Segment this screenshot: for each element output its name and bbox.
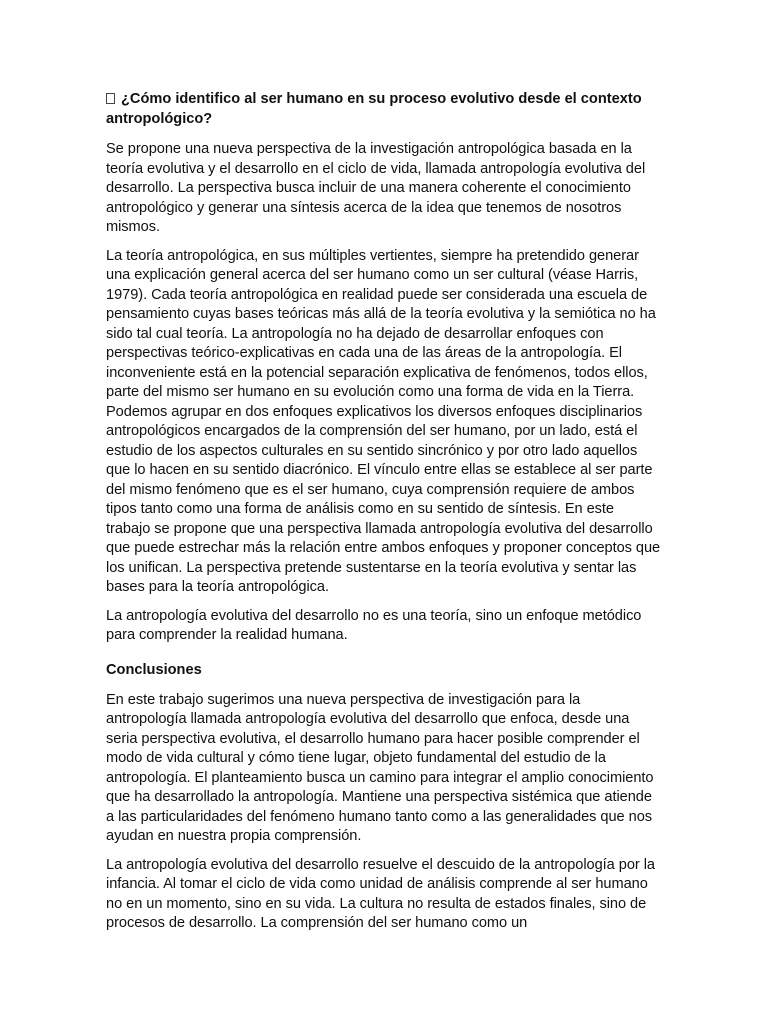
intro-paragraph-3: La antropología evolutiva del desarrollo no es una teoría, sino un enfoque metódico para comprender la realidad humana. <box>106 607 642 643</box>
intro-paragraph-2: La teoría antropológica, en sus múltiples vertientes, siempre ha pretendido generar una explicación general acerca del ser humano como un ser cultural (véase Harris, 1979). Cada teoría antropológica en realidad puede ser considerada una escuela de pensamiento cuyas bases teóricas más allá de la teoría evolutiva y la semiótica no ha sido tal cual teoría. La antropología no ha dejado de desarrollar enfoques con perspectivas teórico-explicativas en cada una de las áreas de la antropología. El inconveniente está en la potencial separación explicativa de fenómenos, todos ellos, parte del mismo ser humano en su evolución como una forma de vida en la Tierra. Podemos agrupar en dos enfoques explicativos los diversos enfoques disciplinarios antropológicos encargados de la comprensión del ser humano, por un lado, está el estudio de los aspectos culturales en su sentido sincrónico y por otro lado aquellos que lo hacen en su sentido diacrónico. El vínculo entre ellas se establece al ser parte del mismo fenómeno que es el ser humano, cuya comprensión requiere de ambos tipos tanto como una forma de análisis como en su sentido de síntesis. En este trabajo se propone que una perspectiva llamada antropología evolutiva del desarrollo que puede estrechar más la relación entre ambos enfoques y proponer conceptos que los unifican. La perspectiva pretende sustentarse en la teoría evolutiva y sentar las bases para la teoría antropológica. <box>106 247 661 595</box>
conclusions-paragraph-1: En este trabajo sugerimos una nueva perspectiva de investigación para la antropología llamada antropología evolutiva del desarrollo que enfoca, desde una seria perspectiva evolutiva, el desarrollo humano para hacer posible comprender el modo de vida cultural y cómo tiene lugar, objeto fundamental del estudio de la antropología. El planteamiento busca un camino para integrar el amplio conocimiento que ha desarrollado la antropología. Mantiene una perspectiva sistémica que atiende a las particularidades del fenómeno humano tanto como a las generalidades que nos ayudan en nuestra propia comprensión. <box>106 691 654 844</box>
document-page <box>106 89 662 943</box>
conclusions-heading: Conclusiones <box>106 661 202 678</box>
bullet-placeholder-icon <box>106 93 115 104</box>
question-heading <box>106 89 662 129</box>
question-heading-text: ¿Cómo identifico al ser humano en su proceso evolutivo desde el contexto antropológico? <box>106 91 642 127</box>
conclusions-paragraph-2: La antropología evolutiva del desarrollo resuelve el descuido de la antropología por la infancia. Al tomar el ciclo de vida como unidad de análisis comprende al ser humano no en un momento, sino en su vida. La cultura no resulta de estados finales, sino de procesos de desarrollo. La comprensión del ser humano como un <box>106 856 655 931</box>
intro-paragraph-1: Se propone una nueva perspectiva de la investigación antropológica basada en la teoría evolutiva y el desarrollo en el ciclo de vida, llamada antropología evolutiva del desarrollo. La perspectiva busca incluir de una manera coherente el conocimiento antropológico y generar una síntesis acerca de la idea que tenemos de nosotros mismos. <box>106 141 646 235</box>
